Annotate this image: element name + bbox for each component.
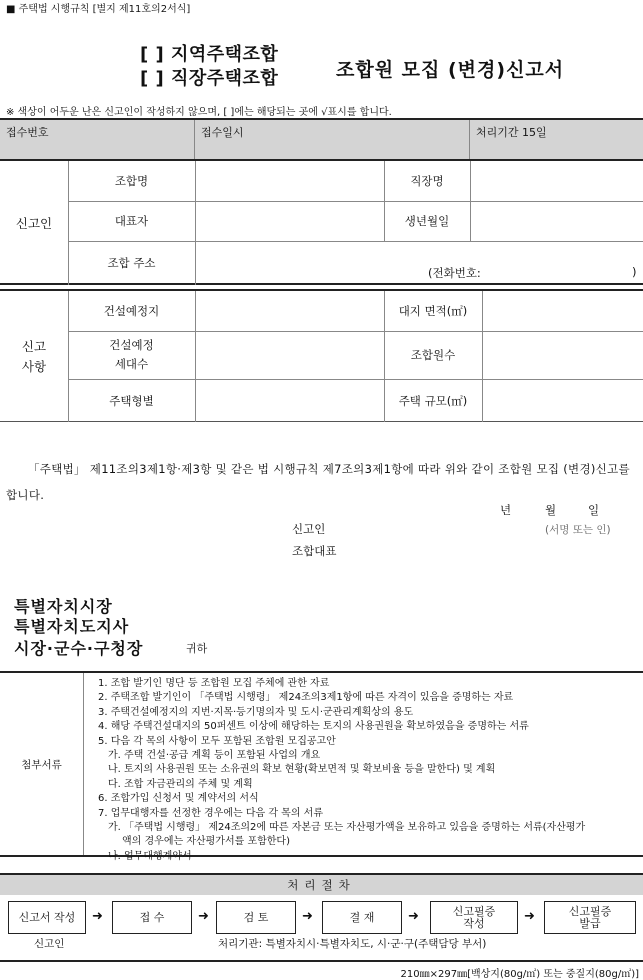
step-certificate-write-line1: 신고필증 bbox=[452, 904, 496, 918]
birth-date-label: 생년월일 bbox=[404, 214, 450, 228]
paper-spec-footer bbox=[0, 960, 643, 980]
address-label: 조합 주소 bbox=[107, 256, 156, 270]
households-field[interactable] bbox=[196, 331, 384, 379]
law-reference: ■ 주택법 시행규칙 [별지 제11호의2서식] bbox=[6, 4, 191, 15]
list-item: 액의 경우에는 자산평가서를 포함한다) bbox=[122, 836, 290, 848]
step-write-report: 신고서 작성 bbox=[8, 901, 86, 934]
list-item: 1. 조합 발기인 명단 등 조합원 모집 주체에 관한 자료 bbox=[98, 678, 330, 689]
signature-note[interactable]: (서명 또는 인) bbox=[545, 524, 611, 536]
step-certificate-issue bbox=[544, 901, 636, 934]
union-name-label: 조합명 bbox=[114, 174, 149, 188]
arrow-right-icon: ➜ bbox=[198, 909, 209, 924]
phone-label: (전화번호: bbox=[428, 266, 481, 280]
representative-label: 대표자 bbox=[114, 214, 149, 228]
list-item: 가. 「주택법 시행령」 제24조의2에 따른 자본금 또는 자산평가액을 보유하고 있음을 증명하는 서류(자산평가 bbox=[108, 822, 586, 834]
households-label bbox=[68, 331, 195, 379]
list-item: 7. 업무대행자를 선정한 경우에는 다음 각 목의 서류 bbox=[98, 807, 323, 819]
land-area-field[interactable] bbox=[483, 291, 643, 331]
receipt-date-cell: 접수일시 bbox=[195, 120, 470, 159]
households-label-line2: 세대수 bbox=[114, 357, 149, 371]
recipient-line3: 시장·군수·구청장 bbox=[14, 639, 144, 658]
workplace-name-label: 직장명 bbox=[410, 174, 444, 188]
reporter-label: 신고인 bbox=[15, 216, 53, 231]
birth-date-field[interactable] bbox=[471, 201, 643, 241]
signer-reporter: 신고인 bbox=[292, 522, 326, 536]
arrow-right-icon: ➜ bbox=[92, 909, 103, 924]
date-year: 년 bbox=[500, 503, 514, 517]
report-items-label bbox=[0, 291, 68, 422]
address-field[interactable] bbox=[196, 241, 643, 285]
recipient-line1: 특별자치시장 bbox=[14, 597, 113, 616]
site-field[interactable] bbox=[196, 291, 384, 331]
attachments-label: 첨부서류 bbox=[0, 673, 84, 855]
title-option-regional[interactable]: [ ] 지역주택조합 bbox=[140, 44, 279, 65]
step-certificate-issue-line2: 발급 bbox=[579, 916, 601, 930]
arrow-right-icon: ➜ bbox=[302, 909, 313, 924]
report-items-label-line2: 사항 bbox=[21, 358, 47, 374]
step-approval: 결 재 bbox=[322, 901, 402, 934]
site-label: 건설예정지 bbox=[103, 304, 160, 318]
list-item: 다. 조합 자금관리의 주체 및 계획 bbox=[108, 778, 253, 790]
recipient-suffix: 귀하 bbox=[186, 642, 208, 655]
list-item: 가. 주택 건설·공급 계획 등이 포함된 사업의 개요 bbox=[108, 750, 321, 762]
list-item: 2. 주택조합 발기인이 「주택법 시행령」 제24조의3제1항에 따른 자격이 있음을 증명하는 자료 bbox=[98, 692, 514, 704]
receipt-header bbox=[0, 118, 643, 161]
housing-type-label: 주택형별 bbox=[109, 393, 154, 408]
list-item: 3. 주택건설예정지의 지번·지목·등기명의자 및 도시·군관리계획상의 용도 bbox=[98, 706, 414, 718]
housing-type-field[interactable] bbox=[196, 379, 384, 422]
members-label: 조합원수 bbox=[410, 348, 456, 362]
procedure-actor-reporter: 신고인 bbox=[34, 938, 65, 950]
report-items-section bbox=[0, 289, 643, 422]
list-item: 5. 다음 각 목의 사항이 모두 포함된 조합원 모집공고안 bbox=[98, 735, 336, 747]
instruction-note: ※ 색상이 어두운 난은 신고인이 작성하지 않으며, [ ]에는 해당되는 곳에 √표시를 합니다. bbox=[6, 107, 392, 118]
list-item: 6. 조합가입 신청서 및 계약서의 서식 bbox=[98, 793, 259, 805]
procedure-actor-agency: 처리기관: 특별자치시·특별자치도, 시·군·구(주택담당 부서) bbox=[218, 938, 487, 950]
paper-spec: 210㎜×297㎜[백상지(80g/㎡) 또는 중질지(80g/㎡)] bbox=[400, 969, 639, 980]
members-field[interactable] bbox=[483, 331, 643, 379]
representative-field[interactable] bbox=[196, 201, 384, 241]
report-items-label-line1: 신고 bbox=[21, 338, 47, 354]
step-certificate-write-line2: 작성 bbox=[463, 916, 485, 930]
procedure-title: 처리절차 bbox=[0, 873, 643, 895]
attachments-list bbox=[98, 677, 640, 864]
list-item: 나. 업무대행계약서 bbox=[108, 850, 192, 862]
phone-close: ) bbox=[632, 265, 637, 279]
arrow-right-icon: ➜ bbox=[408, 909, 419, 924]
processing-period-cell: 처리기간 15일 bbox=[476, 126, 547, 139]
housing-size-label: 주택 규모(㎡) bbox=[398, 393, 468, 408]
households-label-line1: 건설예정 bbox=[109, 338, 154, 352]
step-review: 검 토 bbox=[216, 901, 296, 934]
list-item: 나. 토지의 사용권원 또는 소유권의 확보 현황(확보면적 및 확보비율 등을 말한다) 및 계획 bbox=[108, 764, 496, 776]
land-area-label: 대지 면적(㎡) bbox=[398, 304, 468, 318]
title-option-workplace[interactable]: [ ] 직장주택조합 bbox=[140, 68, 279, 89]
step-receipt: 접 수 bbox=[112, 901, 192, 934]
step-certificate-write bbox=[430, 901, 518, 934]
form-title bbox=[140, 38, 610, 90]
attachments-section bbox=[0, 671, 643, 862]
union-name-field[interactable] bbox=[196, 161, 384, 201]
housing-size-field[interactable] bbox=[483, 379, 643, 422]
step-certificate-issue-line1: 신고필증 bbox=[568, 904, 612, 918]
date-month: 월 bbox=[545, 503, 559, 517]
date-day: 일 bbox=[588, 503, 602, 517]
arrow-right-icon: ➜ bbox=[524, 909, 535, 924]
recipient-line2: 특별자치도지사 bbox=[14, 617, 130, 636]
workplace-name-field[interactable] bbox=[471, 161, 643, 201]
declaration-statement: 「주택법」 제11조의3제1항·제3항 및 같은 법 시행규칙 제7조의3제1항에 따라 위와 같이 조합원 모집 (변경)신고를 합니다. bbox=[6, 462, 630, 502]
signer-union-rep: 조합대표 bbox=[292, 544, 337, 558]
list-item: 4. 해당 주택건설대지의 50퍼센트 이상에 해당하는 토지의 사용권원을 확보하였음을 증명하는 서류 bbox=[98, 721, 529, 733]
receipt-number-cell: 접수번호 bbox=[0, 120, 195, 159]
title-main: 조합원 모집 (변경)신고서 bbox=[336, 59, 565, 81]
reporter-section bbox=[0, 161, 643, 285]
